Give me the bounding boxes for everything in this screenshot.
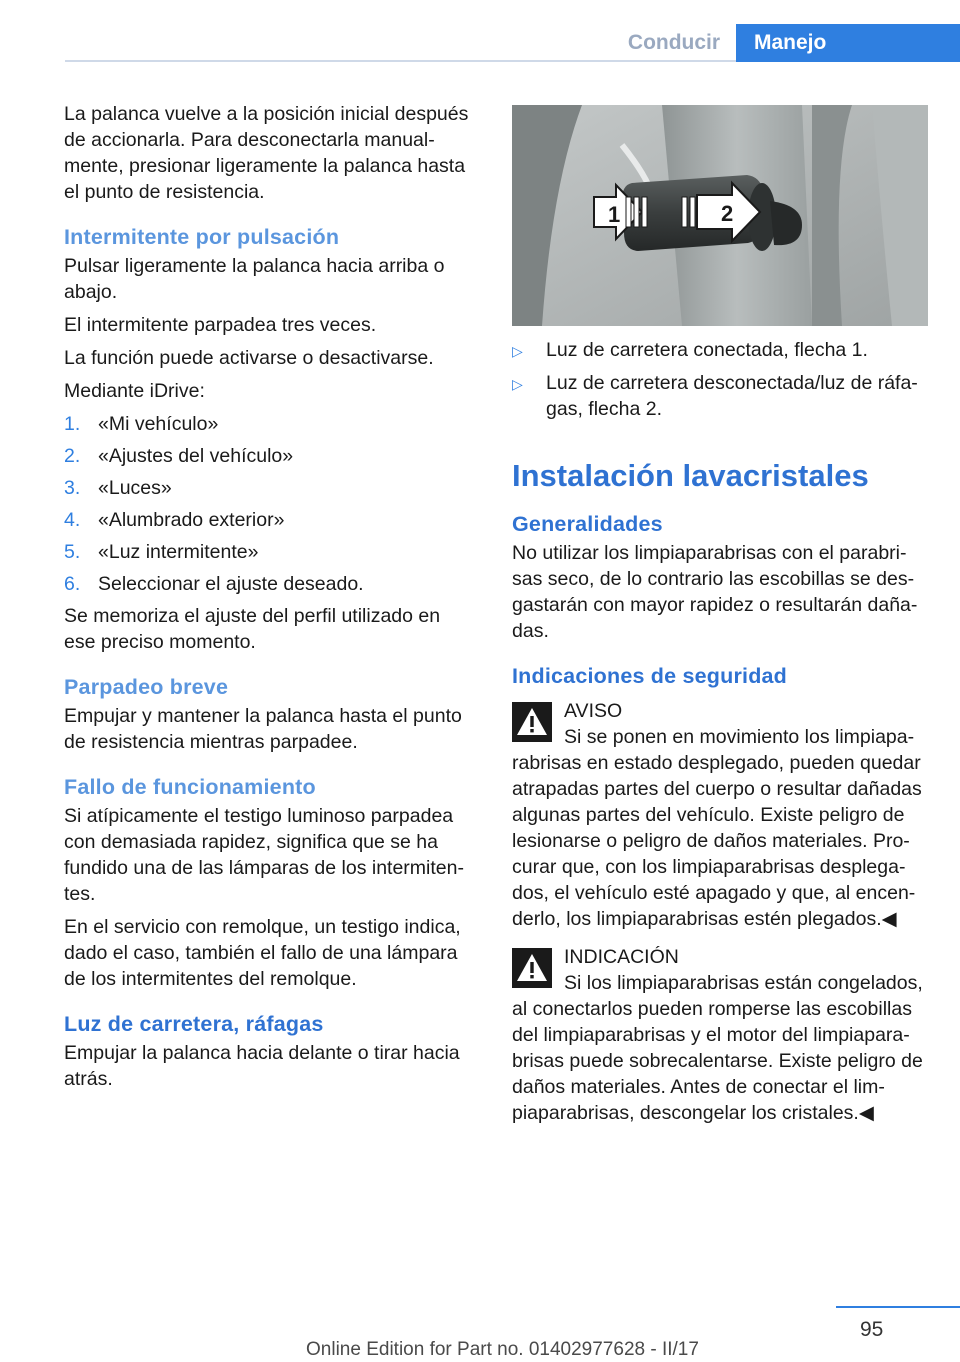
warning-heading: AVISO <box>564 700 623 722</box>
arrow-legend-list <box>512 337 930 422</box>
warning-icon <box>512 702 552 742</box>
paragraph: Empujar y mantener la palanca hasta el punto de resistencia mientras parpadee. <box>64 705 462 753</box>
list-item <box>64 443 476 469</box>
right-column <box>512 337 930 1138</box>
warning-text: Si los limpiaparabrisas están congelados, al conectarlos pueden romperse las escobillas del limpiaparabrisas y el motor del limpiapara‐brisas puede sobrecalentarse. Existe peligro de daños materiales. Antes de conectar el lim‐piaparabrisas, descongelar los cristales.◀ <box>512 972 923 1124</box>
paragraph: El intermitente parpadea tres veces. <box>64 314 377 336</box>
bullet-text: Luz de carretera desconectada/luz de ráfa‐gas, flecha 2. <box>546 372 918 420</box>
tab-manejo[interactable]: Manejo <box>736 24 960 62</box>
left-column <box>64 101 476 1099</box>
list-item <box>512 370 930 422</box>
warning-text: Si se ponen en movimiento los limpiapa‐rabrisas en estado desplegado, pueden quedar atrapadas partes del cuerpo o resultar dañadas algunas partes del vehículo. Existe peligro de lesionarse o peligro de daños materiales. Pro‐curar que, con los limpiaparabrisas desplega‐dos, el vehículo esté apagado y que, al encen‐derlo, los limpiaparabrisas estén plegados.◀ <box>512 726 922 930</box>
edition-footer: Online Edition for Part no. 01402977628 - II/17 <box>306 1339 699 1360</box>
lever-drawing <box>512 105 928 326</box>
paragraph: Se memoriza el ajuste del perfil utilizado en ese preciso momento. <box>64 605 441 653</box>
step-text: «Alumbrado exterior» <box>98 509 285 531</box>
chapter-title: Instalación lavacristales <box>512 458 869 493</box>
step-text: Seleccionar el ajuste deseado. <box>98 573 364 595</box>
section-title-luz-carretera: Luz de carretera, ráfagas <box>64 1012 324 1036</box>
step-number: 4. <box>64 509 81 531</box>
footer-rule <box>836 1306 960 1308</box>
step-text: «Luz intermitente» <box>98 541 259 563</box>
list-item <box>64 507 476 533</box>
step-text: «Mi vehículo» <box>98 413 219 435</box>
paragraph: Mediante iDrive: <box>64 380 205 402</box>
triangle-bullet-icon: ▷ <box>512 376 523 392</box>
bullet-text: Luz de carretera conectada, flecha 1. <box>546 339 868 361</box>
list-item <box>64 539 476 565</box>
arrow-label-2: 2 <box>721 201 734 226</box>
paragraph: Pulsar ligeramente la palanca hacia arriba o abajo. <box>64 255 445 303</box>
section-title-seguridad: Indicaciones de seguridad <box>512 664 788 688</box>
warning-aviso <box>512 698 930 932</box>
list-item <box>64 475 476 501</box>
step-number: 1. <box>64 413 81 435</box>
paragraph: No utilizar los limpiaparabrisas con el parabri‐sas seco, de lo contrario las escobillas se des‐gastarán con mayor rapidez o resultarán daña‐das. <box>512 542 918 642</box>
step-number: 3. <box>64 477 81 499</box>
paragraph: La función puede activarse o desactivarse. <box>64 347 434 369</box>
section-title-fallo: Fallo de funcionamiento <box>64 775 316 799</box>
paragraph: Si atípicamente el testigo luminoso parpadea con demasiada rapidez, significa que se ha fundido una de las lámparas de los intermiten‐tes. <box>64 805 464 905</box>
list-item <box>512 337 930 364</box>
tab-conducir[interactable]: Conducir <box>627 30 721 54</box>
paragraph: Empujar la palanca hacia delante o tirar hacia atrás. <box>64 1042 460 1090</box>
arrow-label-1: 1 <box>608 202 621 227</box>
list-item <box>64 571 476 597</box>
intro-paragraph: La palanca vuelve a la posición inicial después de accionarla. Para desconectarla manual‐mente, presionar ligeramente la palanca hasta el punto de resistencia. <box>64 103 469 203</box>
page-number: 95 <box>860 1318 884 1341</box>
lever-illustration <box>512 105 928 326</box>
triangle-bullet-icon: ▷ <box>512 343 523 359</box>
paragraph: En el servicio con remolque, un testigo indica, dado el caso, también el fallo de una lámpara de los intermitentes del remolque. <box>64 916 461 990</box>
warning-icon <box>512 948 552 988</box>
step-number: 6. <box>64 573 81 595</box>
idrive-steps-list <box>64 411 476 597</box>
section-title-generalidades: Generalidades <box>512 512 663 536</box>
step-number: 5. <box>64 541 81 563</box>
warning-heading: INDICACIÓN <box>564 946 679 968</box>
section-title-parpadeo: Parpadeo breve <box>64 675 229 699</box>
step-number: 2. <box>64 445 81 467</box>
step-text: «Luces» <box>98 477 172 499</box>
step-text: «Ajustes del vehículo» <box>98 445 294 467</box>
list-item <box>64 411 476 437</box>
warning-indicacion <box>512 944 930 1126</box>
section-title-intermitente: Intermitente por pulsación <box>64 225 340 249</box>
